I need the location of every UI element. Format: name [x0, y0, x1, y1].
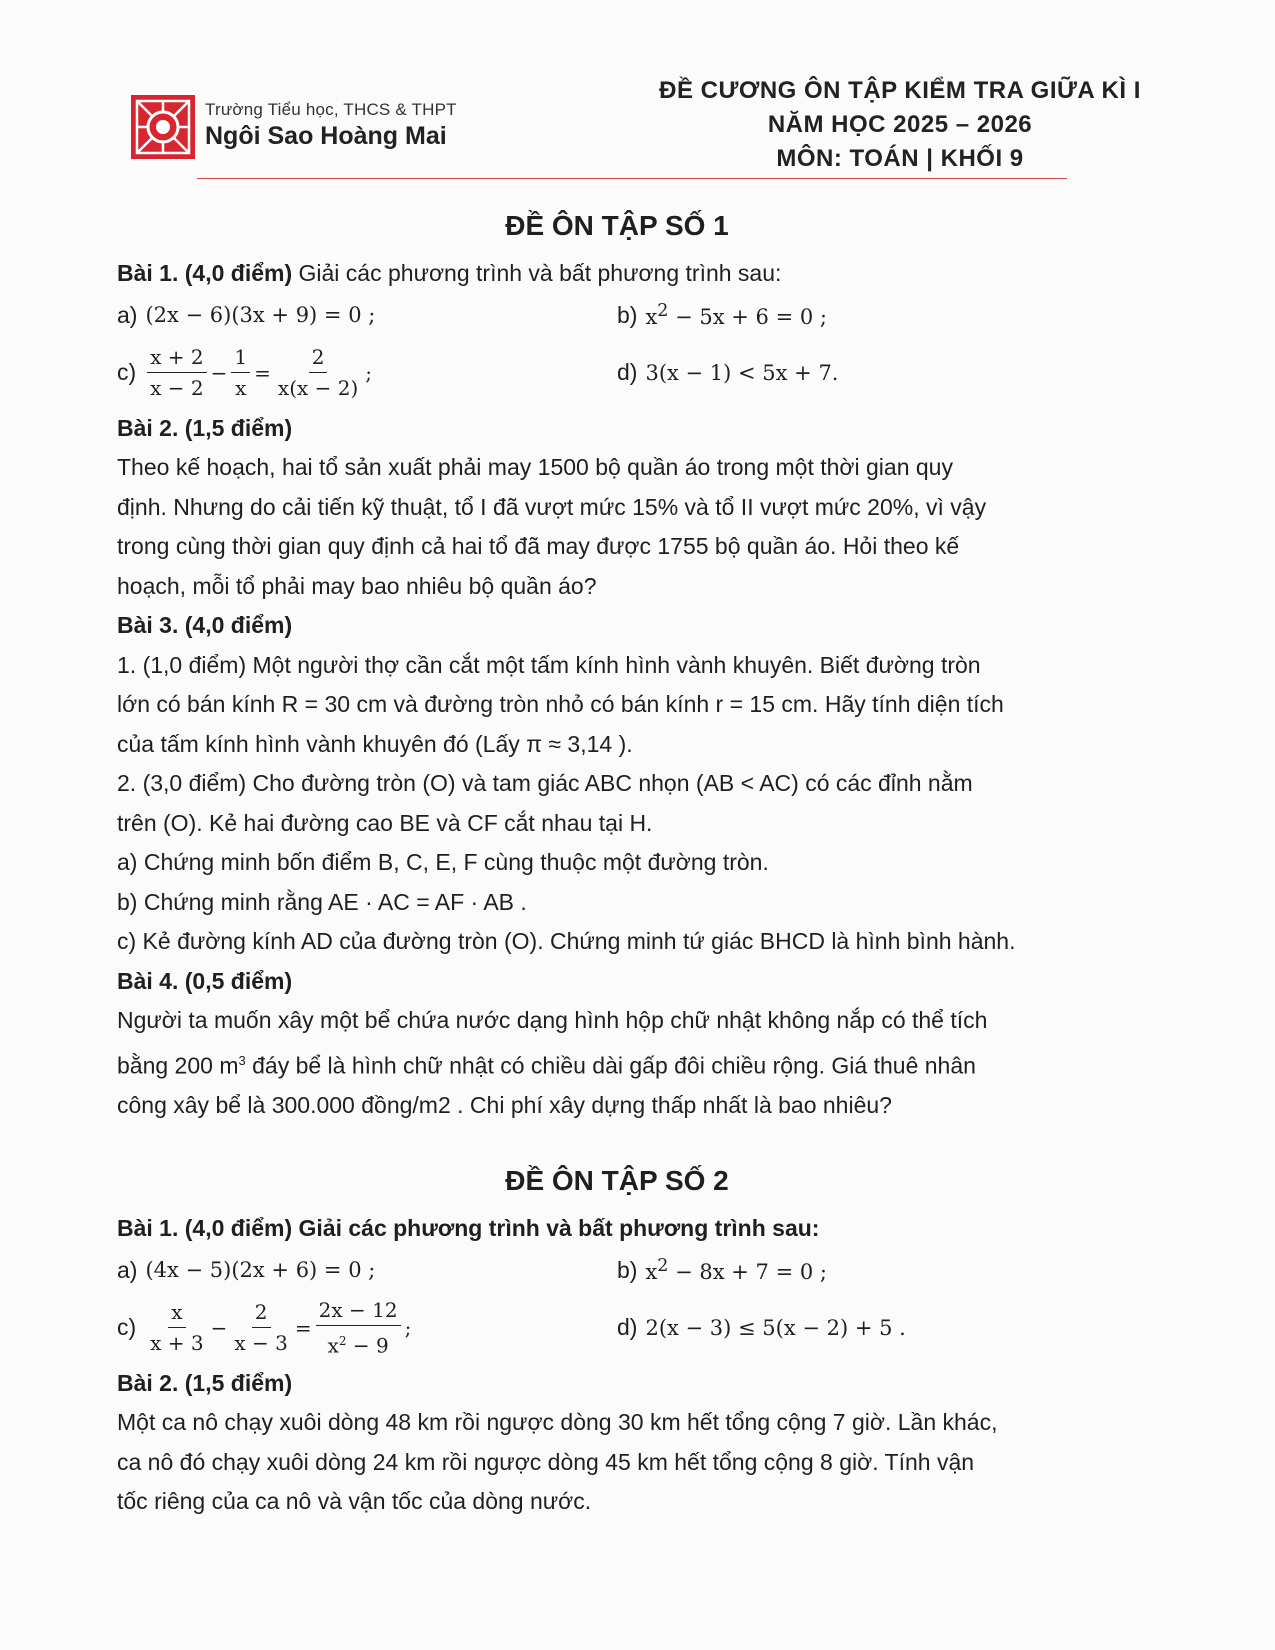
- document-content: [117, 200, 1117, 1522]
- fraction: [147, 1300, 206, 1355]
- paragraph-line: c) Kẻ đường kính AD của đường tròn (O). Chứng minh tứ giác BHCD là hình bình hành.: [117, 928, 1016, 954]
- problem-label: Bài 2. (1,5 điểm): [117, 1369, 293, 1396]
- math-term: − 9: [346, 1333, 389, 1358]
- operator: =: [294, 1315, 312, 1340]
- math-term: x: [645, 305, 658, 329]
- math-term: − 8x + 7 = 0 ;: [668, 1260, 827, 1285]
- math-term: − 5x + 6 = 0 ;: [668, 305, 827, 329]
- paragraph-line: 1. (1,0 điểm) Một người thợ cần cắt một tấm kính hình vành khuyên. Biết đường tròn: [117, 651, 981, 678]
- school-type: Trường Tiểu học, THCS & THPT: [205, 100, 457, 119]
- paragraph-line: Một ca nô chạy xuôi dòng 48 km rồi ngược dòng 30 km hết tổng cộng 7 giờ. Lần khác,: [117, 1409, 998, 1436]
- item-label: d): [617, 359, 638, 385]
- problem-label: Bài 3. (4,0 điểm): [117, 612, 293, 638]
- numerator: x + 2: [147, 345, 206, 373]
- section-title: ĐỀ ÔN TẬP SỐ 1: [505, 210, 729, 241]
- paragraph-line: tốc riêng của ca nô và vận tốc của dòng nước.: [117, 1488, 592, 1515]
- problem-label: Bài 2. (1,5 điểm): [117, 414, 293, 441]
- denominator: x(x − 2): [277, 376, 359, 400]
- paragraph-line: công xây bể là 300.000 đồng/m2 . Chi phí xây dựng thấp nhất là bao nhiêu?: [117, 1091, 892, 1118]
- problem-heading: [117, 254, 1117, 294]
- operator: ;: [365, 360, 373, 385]
- header-title-line2: NĂM HỌC 2025 – 2026: [767, 111, 1033, 138]
- math-term: x: [645, 1260, 658, 1285]
- equation-row: [117, 1249, 1117, 1292]
- denominator: x − 2: [150, 376, 204, 400]
- header-title-line3: MÔN: TOÁN | KHỐI 9: [776, 145, 1024, 172]
- math-exponent: 2: [657, 1256, 669, 1277]
- fraction: [275, 345, 361, 400]
- problem-label: Bài 4. (0,5 điểm): [117, 967, 293, 994]
- paragraph-line: b) Chứng minh rằng AE · AC = AF · AB .: [117, 888, 527, 915]
- paragraph-line: 2. (3,0 điểm) Cho đường tròn (O) và tam giác ABC nhọn (AB < AC) có các đỉnh nằm: [117, 770, 973, 796]
- item-label: c): [117, 359, 137, 385]
- school-logo-icon: [131, 95, 195, 159]
- equation-row: [117, 1292, 1117, 1364]
- equation-row: [117, 294, 1117, 337]
- document-header-title: [620, 74, 1180, 176]
- fraction: [231, 345, 250, 400]
- math-exponent: 2: [657, 301, 669, 321]
- paragraph-line: định. Nhưng do cải tiến kỹ thuật, tổ I đã vượt mức 15% và tổ II vượt mức 20%, vì vậy: [117, 493, 987, 520]
- paragraph-line: của tấm kính hình vành khuyên đó (Lấy π ≈ 3,14 ).: [117, 730, 633, 757]
- equation-c: [117, 1298, 617, 1358]
- header-divider: [197, 178, 1067, 179]
- equation-a: [117, 302, 617, 329]
- math-exponent: 2: [338, 1333, 347, 1348]
- item-label: d): [617, 1314, 638, 1341]
- math-expression: (2x − 6)(3x + 9) = 0 ;: [145, 303, 376, 327]
- equation-d: [617, 1314, 1117, 1341]
- problem-text: Giải các phương trình và bất phương trình sau:: [292, 260, 782, 286]
- item-label: b): [617, 1256, 638, 1283]
- math-expression: 2(x − 3) ≤ 5(x − 2) + 5 .: [645, 1315, 906, 1340]
- denominator: x: [235, 376, 247, 400]
- problem-label: Bài 1. (4,0 điểm): [117, 260, 293, 286]
- fraction: [231, 1300, 290, 1355]
- math-expression: [645, 1256, 827, 1284]
- operator: ;: [404, 1315, 412, 1340]
- math-expression: 3(x − 1) < 5x + 7.: [645, 360, 839, 385]
- paragraph-line: ca nô đó chạy xuôi dòng 24 km rồi ngược dòng 45 km hết tổng cộng 8 giờ. Tính vận: [117, 1448, 975, 1475]
- item-label: a): [117, 1256, 138, 1283]
- numerator: 1: [231, 345, 250, 373]
- equation-row: [117, 337, 1117, 409]
- superscript: 3: [238, 1052, 246, 1068]
- paragraph-line: Người ta muốn xây một bể chứa nước dạng hình hộp chữ nhật không nắp có thể tích: [117, 1007, 988, 1033]
- paragraph-line: trên (O). Kẻ hai đường cao BE và CF cắt nhau tại H.: [117, 809, 653, 836]
- paragraph-line: a) Chứng minh bốn điểm B, C, E, F cùng thuộc một đường tròn.: [117, 849, 769, 875]
- text-segment: bằng 200 m: [117, 1052, 239, 1079]
- operator: −: [210, 1315, 228, 1340]
- equation-d: [617, 359, 1117, 386]
- numerator: 2: [252, 1300, 271, 1328]
- paragraph-line: trong cùng thời gian quy định cả hai tổ đã may được 1755 bộ quần áo. Hỏi theo kế: [117, 533, 960, 559]
- numerator: 2: [309, 345, 328, 373]
- operator: =: [254, 360, 271, 385]
- item-label: b): [617, 301, 638, 328]
- numerator: 2x − 12: [316, 1298, 401, 1326]
- paragraph-line: hoạch, mỗi tổ phải may bao nhiêu bộ quần áo?: [117, 572, 597, 599]
- operator: −: [210, 360, 228, 385]
- denominator: [325, 1326, 392, 1358]
- fraction: [147, 345, 206, 400]
- paragraph-line: Theo kế hoạch, hai tổ sản xuất phải may 1500 bộ quần áo trong một thời gian quy: [117, 454, 953, 480]
- math-expression: (4x − 5)(2x + 6) = 0 ;: [145, 1258, 376, 1283]
- item-label: a): [117, 301, 138, 328]
- section-title: ĐỀ ÔN TẬP SỐ 2: [505, 1165, 729, 1197]
- math-expression: [645, 301, 827, 329]
- header-title-line1: ĐỀ CƯƠNG ÔN TẬP KIỂM TRA GIỮA KÌ I: [659, 77, 1141, 104]
- item-label: c): [117, 1314, 137, 1341]
- equation-b: [617, 1256, 1117, 1284]
- paragraph-line: lớn có bán kính R = 30 cm và đường tròn nhỏ có bán kính r = 15 cm. Hãy tính diện tích: [117, 691, 1004, 717]
- problem-label: Bài 1. (4,0 điểm) Giải các phương trình và bất phương trình sau:: [117, 1215, 820, 1242]
- paragraph-line: [117, 1041, 1117, 1086]
- text-segment: đáy bể là hình chữ nhật có chiều dài gấp đôi chiều rộng. Giá thuê nhân: [245, 1052, 976, 1079]
- denominator: x + 3: [150, 1331, 204, 1356]
- equation-a: [117, 1257, 617, 1284]
- equation-c: [117, 345, 617, 400]
- denominator: x − 3: [234, 1331, 288, 1356]
- numerator: x: [168, 1300, 185, 1328]
- fraction: [316, 1298, 401, 1358]
- school-name-block: [205, 100, 457, 151]
- math-term: x: [327, 1333, 339, 1358]
- equation-b: [617, 301, 1117, 329]
- school-name: Ngôi Sao Hoàng Mai: [205, 122, 447, 150]
